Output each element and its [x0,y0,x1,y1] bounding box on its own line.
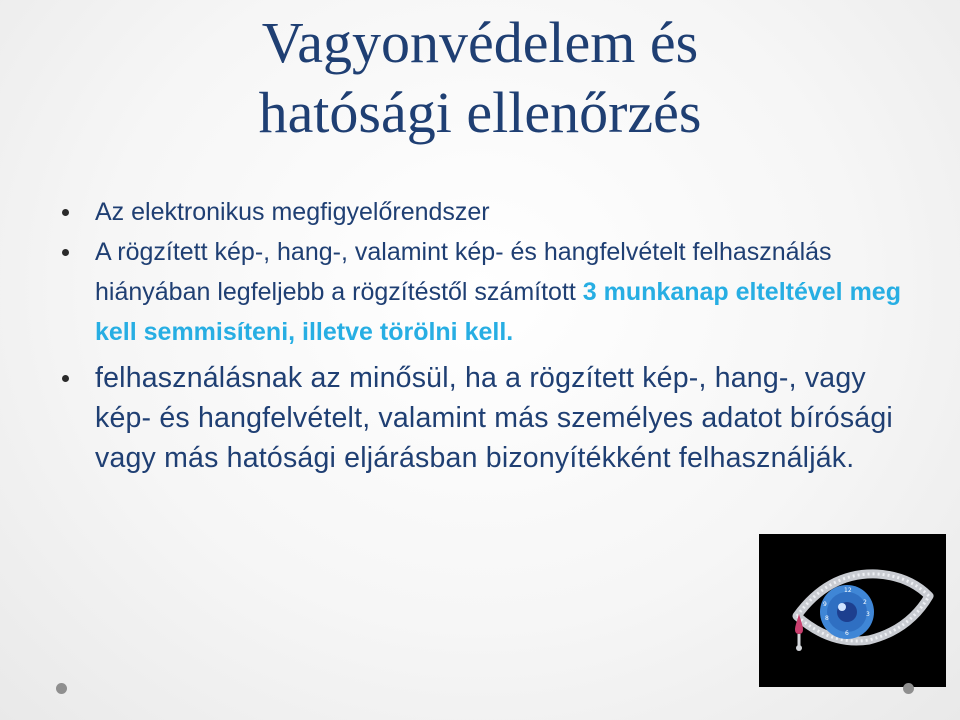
dot-icon [903,683,914,694]
svg-text:8: 8 [825,615,829,622]
bullet-item-2 [60,232,910,352]
bullet-item-1 [60,192,910,232]
slide-title [0,8,960,148]
dot-icon [56,683,67,694]
slide-title-line-2: hatósági ellenőrzés [258,80,702,145]
bullet-text-1: Az elektronikus megfigyelőrendszer [95,198,490,226]
bullet-text-2: A rögzített kép-, hang-, valamint kép- és hangfelvételt felhasználás hiányában legfeljebb a rögzítéstől számított [95,238,832,306]
slide-title-line-1: Vagyonvédelem és [261,10,699,75]
eye-brooch-image [759,534,946,687]
svg-text:12: 12 [844,587,852,594]
svg-text:6: 6 [845,630,849,637]
svg-text:3: 3 [866,611,870,618]
bullet-text-3: felhasználásnak az minősül, ha a rögzített kép-, hang-, vagy kép- és hangfelvételt, valamint más személyes adatot bírósági vagy más hatósági eljárásban bizonyítékként felhasználják. [95,362,893,474]
bullet-list [60,192,910,478]
bullet-highlight-text: 3 munkanap elteltével meg kell semmisíteni, illetve törölni kell. [95,278,901,346]
eye-brooch-icon [759,534,946,687]
svg-text:9: 9 [823,601,827,608]
svg-text:2: 2 [863,599,867,606]
bullet-item-3 [60,358,910,478]
